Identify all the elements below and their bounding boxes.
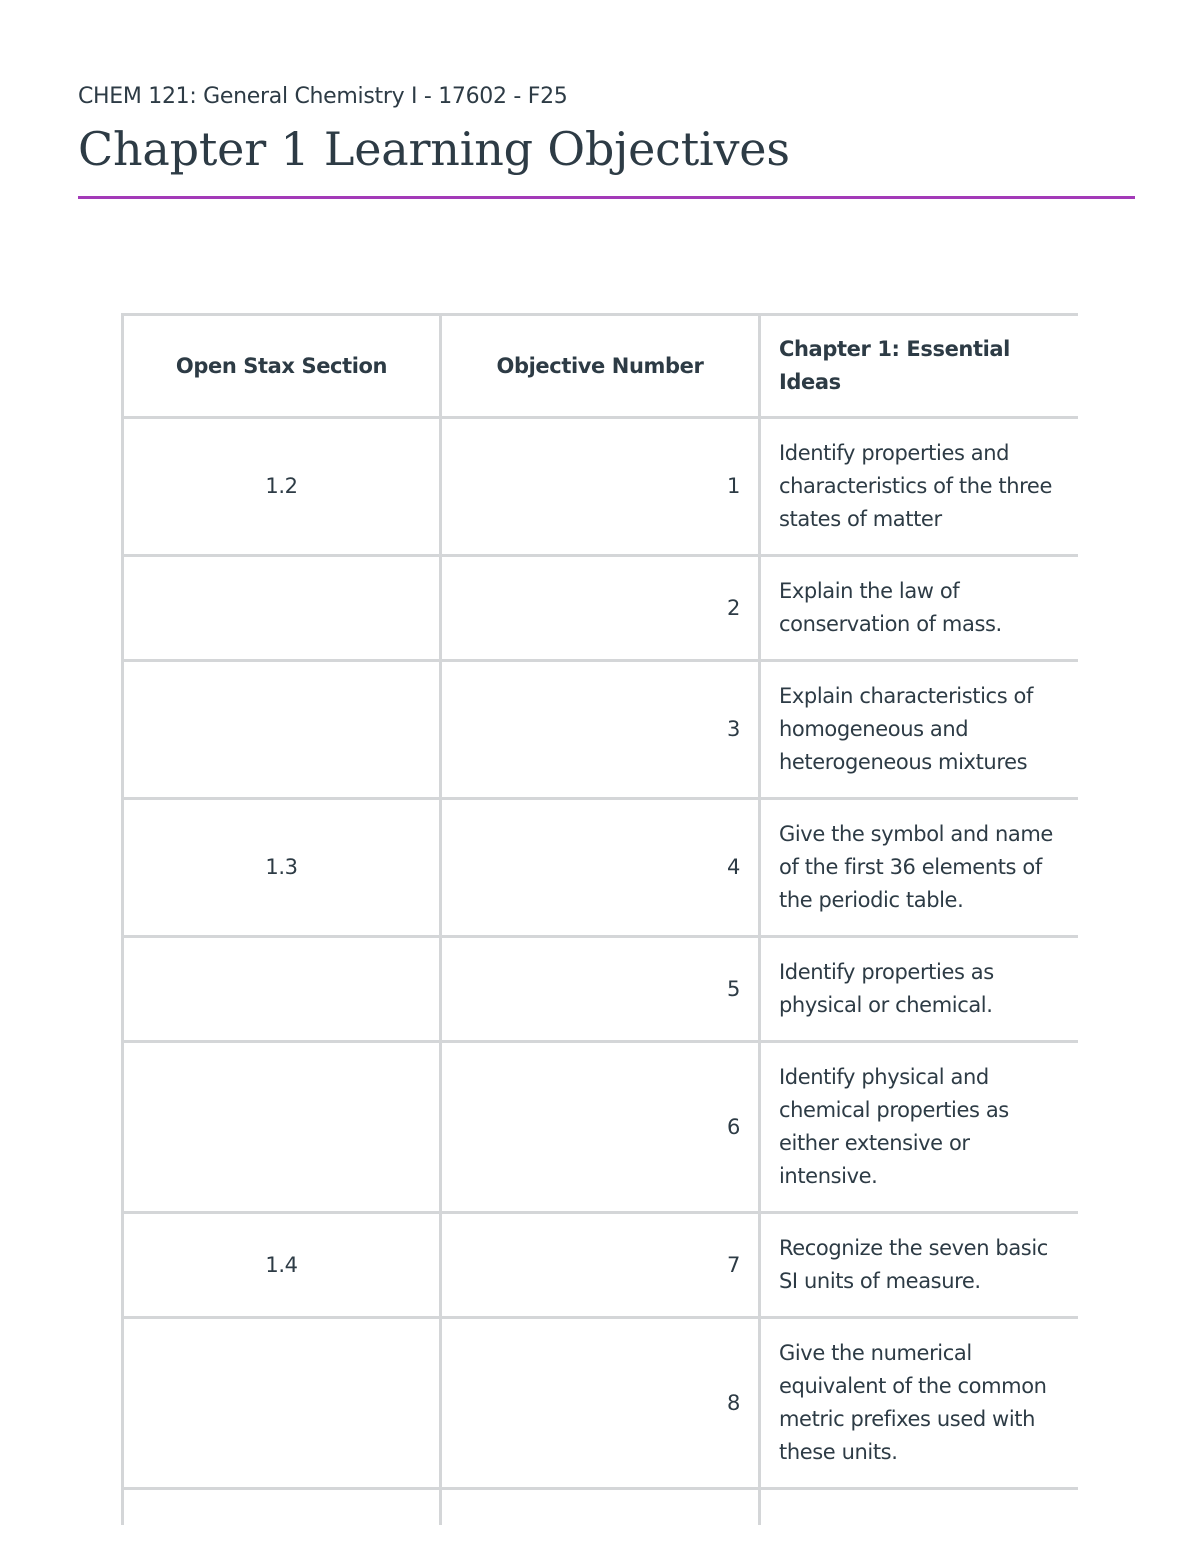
objective-number-cell: 6 — [441, 1042, 760, 1213]
objective-text-cell: Identify physical and chemical properties as either extensive or intensive. — [760, 1042, 1079, 1213]
section-cell — [123, 937, 441, 1042]
objective-number-cell: 4 — [441, 799, 760, 937]
table-row — [123, 1213, 1079, 1318]
objective-text-cell: Recognize the seven basic SI units of measure. — [760, 1213, 1079, 1318]
header-chapter-ideas: Chapter 1: Essential Ideas — [760, 315, 1079, 418]
objective-text-cell: Give the symbol and name of the first 36 elements of the periodic table. — [760, 799, 1079, 937]
section-cell: 1.4 — [123, 1213, 441, 1318]
section-cell — [123, 1042, 441, 1213]
section-cell — [123, 556, 441, 661]
header-open-stax-section: Open Stax Section — [123, 315, 441, 418]
objective-number-cell: 2 — [441, 556, 760, 661]
table-row — [123, 799, 1079, 937]
table-row — [123, 556, 1079, 661]
objective-text-cell — [760, 1489, 1079, 1526]
section-cell — [123, 1489, 441, 1526]
objective-text-cell: Identify properties and characteristics of the three states of matter — [760, 418, 1079, 556]
objective-text-cell: Identify properties as physical or chemical. — [760, 937, 1079, 1042]
table-row-partial — [123, 1489, 1079, 1526]
table-row — [123, 937, 1079, 1042]
objective-text-cell: Give the numerical equivalent of the common metric prefixes used with these units. — [760, 1318, 1079, 1489]
objective-number-cell: 3 — [441, 661, 760, 799]
table-row — [123, 1042, 1079, 1213]
course-name: CHEM 121: General Chemistry I - 17602 - F25 — [78, 84, 568, 109]
title-divider — [78, 196, 1135, 199]
header-objective-number: Objective Number — [441, 315, 760, 418]
table-row — [123, 661, 1079, 799]
objective-number-cell: 8 — [441, 1318, 760, 1489]
table-header-row — [123, 315, 1079, 418]
objective-number-cell: 1 — [441, 418, 760, 556]
objective-number-cell: 7 — [441, 1213, 760, 1318]
objective-number-cell: 5 — [441, 937, 760, 1042]
section-cell — [123, 661, 441, 799]
table-row — [123, 1318, 1079, 1489]
table-row — [123, 418, 1079, 556]
objective-number-cell — [441, 1489, 760, 1526]
objectives-table — [121, 313, 1078, 1525]
section-cell — [123, 1318, 441, 1489]
objective-text-cell: Explain characteristics of homogeneous and heterogeneous mixtures — [760, 661, 1079, 799]
section-cell: 1.3 — [123, 799, 441, 937]
objectives-table-container — [121, 313, 1078, 1525]
objective-text-cell: Explain the law of conservation of mass. — [760, 556, 1079, 661]
section-cell: 1.2 — [123, 418, 441, 556]
page-title: Chapter 1 Learning Objectives — [78, 122, 790, 176]
